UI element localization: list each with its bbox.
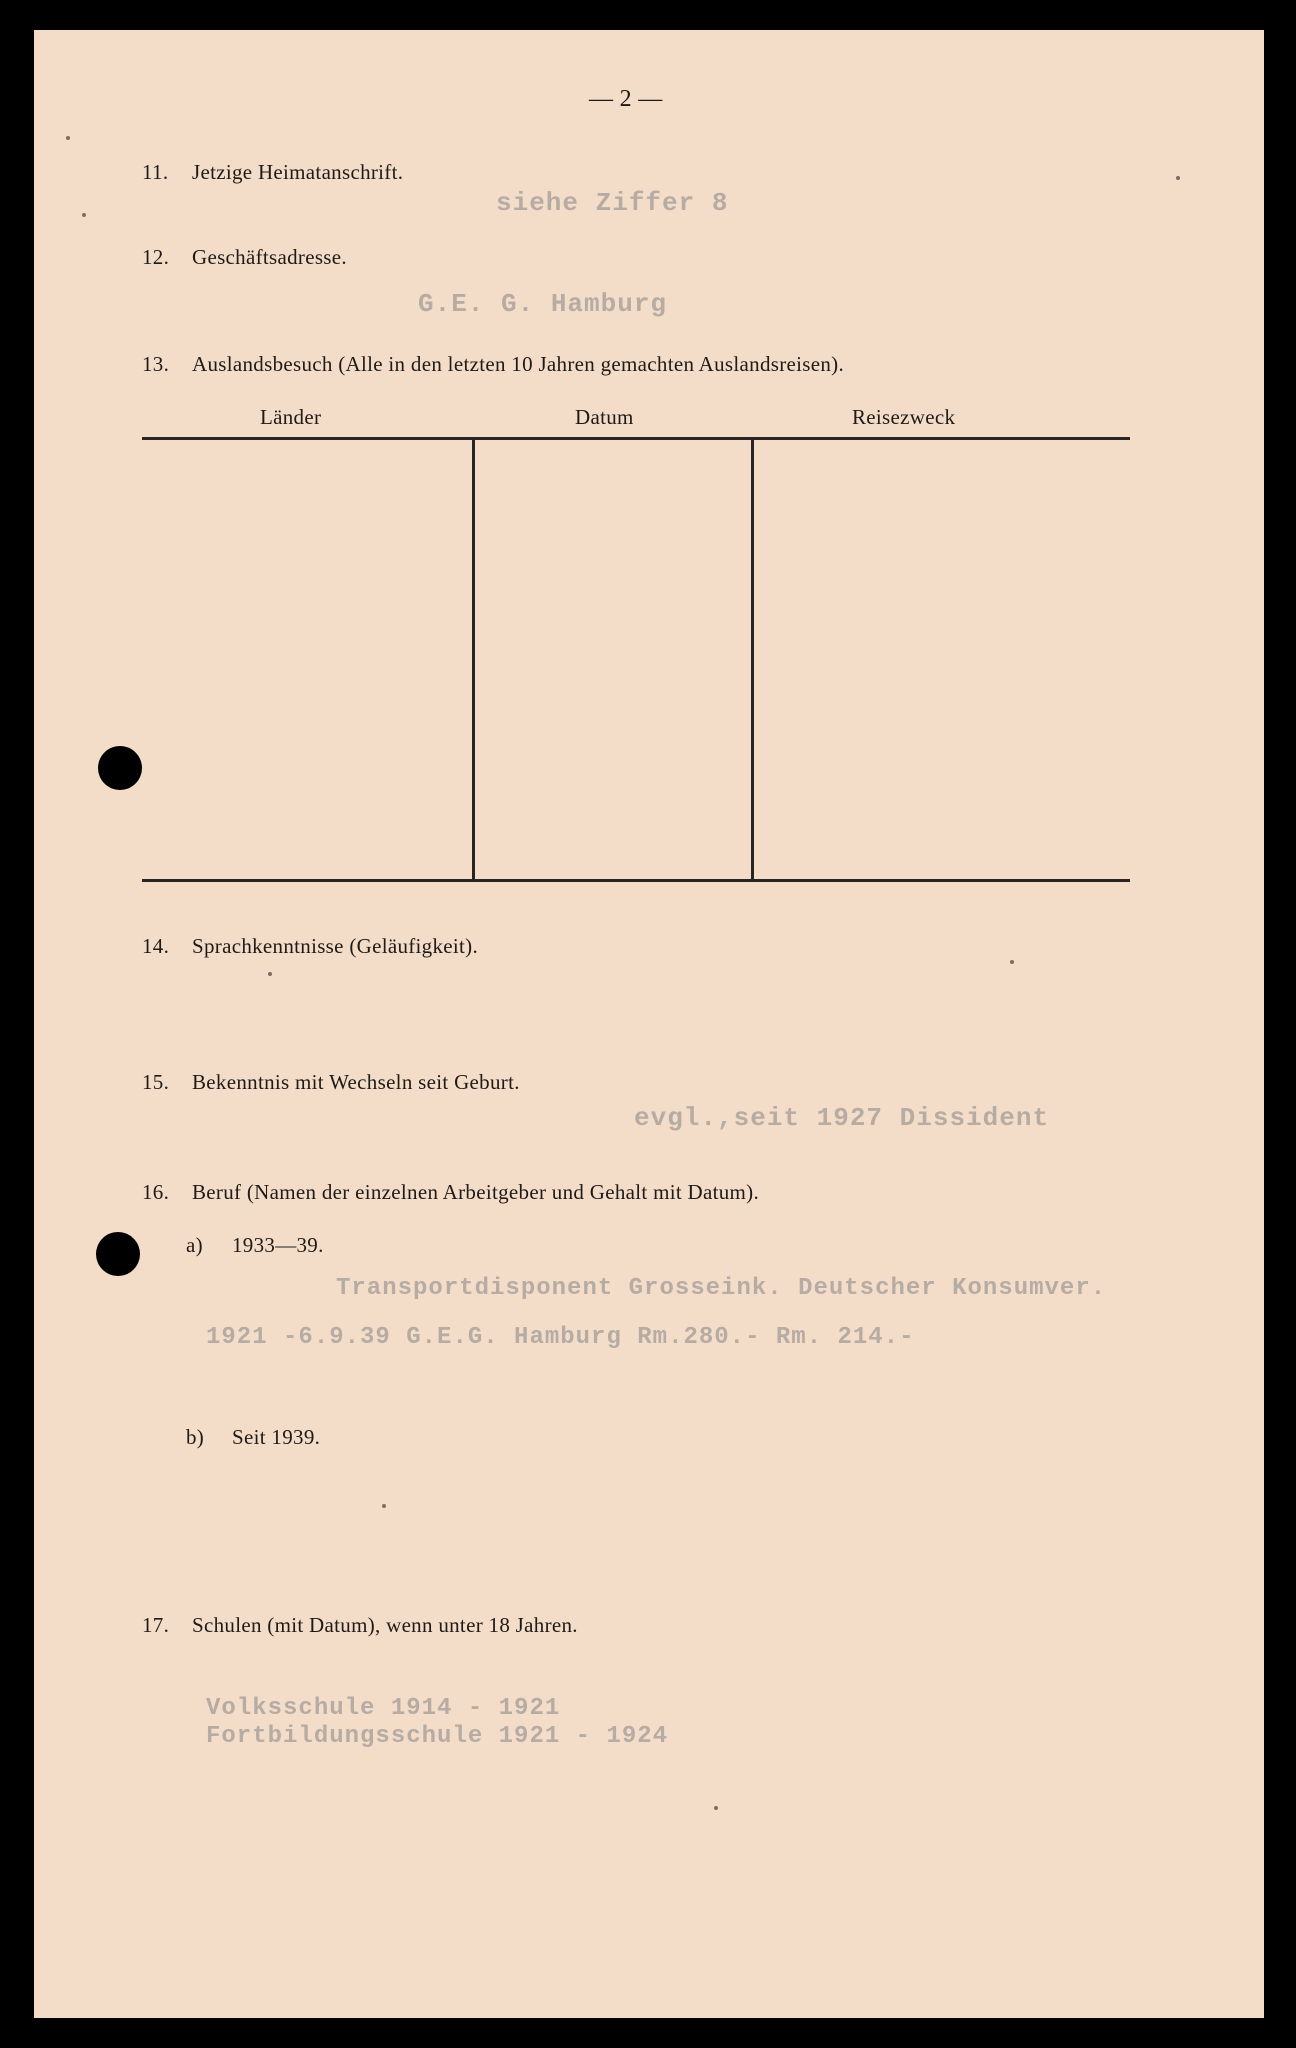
field-16b-period: Seit 1939. <box>232 1425 321 1449</box>
field-16a-letter: a) <box>186 1233 203 1257</box>
field-12-value: G.E. G. Hamburg <box>418 289 668 319</box>
field-16a-line1: Transportdisponent Grosseink. Deutscher Konsumver. <box>336 1275 1107 1302</box>
field-17-line1: Volksschule 1914 - 1921 <box>206 1695 561 1722</box>
field-15-label-row <box>142 1070 520 1095</box>
paper-speck <box>1176 176 1180 180</box>
table-bottom-rule <box>142 879 1130 882</box>
field-17-line2: Fortbildungsschule 1921 - 1924 <box>206 1723 669 1750</box>
field-15-number: 15. <box>142 1070 170 1094</box>
field-16a-row <box>186 1233 324 1258</box>
paper-speck <box>1010 960 1014 964</box>
travel-header-date: Datum <box>575 405 634 429</box>
field-15-label: Bekenntnis mit Wechseln seit Geburt. <box>192 1070 520 1094</box>
field-13-label: Auslandsbesuch (Alle in den letzten 10 Jahren gemachten Auslandsreisen). <box>192 352 844 376</box>
field-12-label-row <box>142 245 347 270</box>
travel-header-purpose: Reisezweck <box>852 405 956 429</box>
field-16b-letter: b) <box>186 1425 205 1449</box>
paper-speck <box>714 1806 718 1810</box>
field-17-label: Schulen (mit Datum), wenn unter 18 Jahren. <box>192 1613 578 1637</box>
travel-header-countries: Länder <box>260 405 322 429</box>
table-top-rule <box>142 437 1130 440</box>
field-14-label: Sprachkenntnisse (Geläufigkeit). <box>192 934 479 958</box>
field-16-number: 16. <box>142 1180 170 1204</box>
field-17-number: 17. <box>142 1613 170 1637</box>
page-number: — 2 — <box>589 86 663 112</box>
field-16a-period: 1933—39. <box>232 1233 324 1257</box>
field-16a-line2: 1921 -6.9.39 G.E.G. Hamburg Rm.280.- Rm. 214.- <box>206 1324 915 1351</box>
paper-speck <box>382 1504 386 1508</box>
paper-speck <box>66 136 70 140</box>
field-12-label: Geschäftsadresse. <box>192 245 347 269</box>
punch-hole-lower <box>96 1232 140 1276</box>
paper-speck <box>82 213 86 217</box>
paper-speck <box>268 972 272 976</box>
field-13-number: 13. <box>142 352 170 376</box>
field-12-number: 12. <box>142 245 170 269</box>
field-11-label-row <box>142 160 403 185</box>
table-column-divider-1 <box>472 440 475 880</box>
table-column-divider-2 <box>751 440 754 880</box>
punch-hole-upper <box>98 746 142 790</box>
field-11-value: siehe Ziffer 8 <box>496 188 729 218</box>
field-17-label-row <box>142 1613 578 1638</box>
field-16b-row <box>186 1425 320 1450</box>
field-16-label: Beruf (Namen der einzelnen Arbeitgeber und Gehalt mit Datum). <box>192 1180 760 1204</box>
field-14-number: 14. <box>142 934 170 958</box>
field-15-value: evgl.,seit 1927 Dissident <box>634 1103 1050 1133</box>
field-16-label-row <box>142 1180 759 1205</box>
field-13-label-row <box>142 352 844 377</box>
field-11-label: Jetzige Heimatanschrift. <box>192 160 404 184</box>
field-14-label-row <box>142 934 478 959</box>
field-11-number: 11. <box>142 160 169 184</box>
form-page <box>34 30 1264 2018</box>
